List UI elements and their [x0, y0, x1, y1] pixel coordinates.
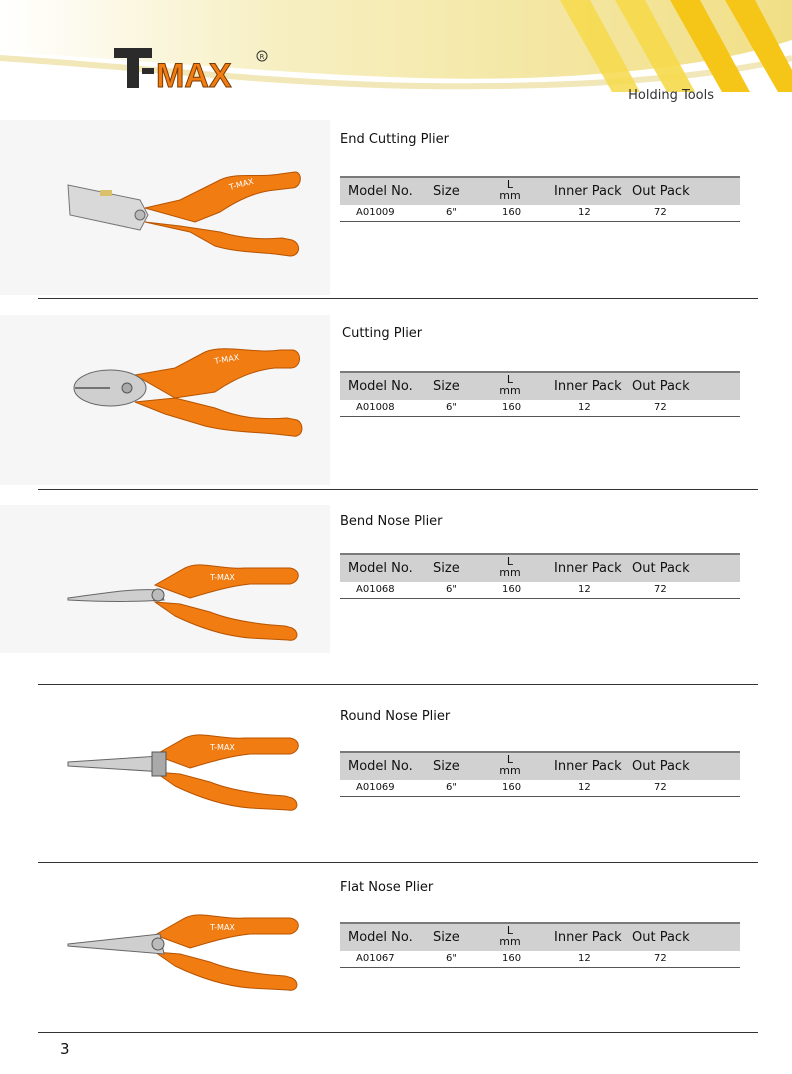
cell-size: 6": [446, 584, 457, 595]
svg-text:T-MAX: T-MAX: [210, 573, 235, 582]
header-inner-pack: Inner Pack: [554, 759, 622, 774]
cell-length: 160: [502, 584, 522, 595]
header-inner-pack: Inner Pack: [554, 561, 622, 576]
section-divider: [38, 298, 758, 299]
cell-inner: 12: [578, 584, 591, 595]
cell-inner: 12: [578, 207, 591, 218]
spec-table: [340, 922, 740, 968]
header-size: Size: [433, 759, 460, 774]
cell-length: 160: [502, 402, 522, 413]
header-inner-pack: Inner Pack: [554, 930, 622, 945]
svg-text:T-MAX: T-MAX: [213, 352, 240, 366]
header-model: Model No.: [348, 930, 413, 945]
cell-out: 72: [654, 584, 667, 595]
header-model: Model No.: [348, 184, 413, 199]
table-row: [340, 582, 740, 599]
svg-text:T-MAX: T-MAX: [210, 743, 235, 752]
spec-table: [340, 371, 740, 417]
header-size: Size: [433, 184, 460, 199]
header-size: Size: [433, 379, 460, 394]
table-header-row: [340, 553, 740, 582]
table-header-row: [340, 922, 740, 951]
cell-model: A01068: [356, 584, 395, 595]
svg-text:T-MAX: T-MAX: [210, 923, 235, 932]
header-model: Model No.: [348, 379, 413, 394]
cell-size: 6": [446, 953, 457, 964]
svg-text:T-MAX: T-MAX: [228, 176, 255, 192]
cell-size: 6": [446, 782, 457, 793]
page-number: 3: [60, 1040, 70, 1058]
spec-table: [340, 176, 740, 222]
flat-nose-plier-icon: [60, 900, 320, 1020]
header-out-pack: Out Pack: [632, 930, 690, 945]
header-out-pack: Out Pack: [632, 759, 690, 774]
header-length: L mm: [499, 178, 521, 202]
cell-model: A01069: [356, 782, 395, 793]
table-row: [340, 205, 740, 222]
cell-out: 72: [654, 207, 667, 218]
brand-logo: [112, 44, 272, 96]
table-row: [340, 951, 740, 968]
product-title: Bend Nose Plier: [340, 514, 443, 529]
header-inner-pack: Inner Pack: [554, 379, 622, 394]
product-title: End Cutting Plier: [340, 132, 449, 147]
cell-model: A01008: [356, 402, 395, 413]
cell-length: 160: [502, 782, 522, 793]
cell-out: 72: [654, 953, 667, 964]
header-out-pack: Out Pack: [632, 184, 690, 199]
cell-length: 160: [502, 207, 522, 218]
product-title: Flat Nose Plier: [340, 880, 434, 895]
spec-table: [340, 553, 740, 599]
section-divider: [38, 1032, 758, 1033]
round-nose-plier-icon: [60, 720, 320, 840]
table-header-row: [340, 371, 740, 400]
cell-size: 6": [446, 207, 457, 218]
cell-model: A01067: [356, 953, 395, 964]
cell-inner: 12: [578, 953, 591, 964]
header-model: Model No.: [348, 759, 413, 774]
section-divider: [38, 489, 758, 490]
cell-inner: 12: [578, 402, 591, 413]
table-header-row: [340, 176, 740, 205]
section-divider: [38, 684, 758, 685]
cell-length: 160: [502, 953, 522, 964]
header-length: L mm: [499, 753, 521, 777]
cell-out: 72: [654, 782, 667, 793]
header-out-pack: Out Pack: [632, 561, 690, 576]
product-title: Round Nose Plier: [340, 709, 451, 724]
section-category: Holding Tools: [628, 88, 714, 103]
cell-size: 6": [446, 402, 457, 413]
header-out-pack: Out Pack: [632, 379, 690, 394]
header-size: Size: [433, 561, 460, 576]
section-divider: [38, 862, 758, 863]
table-row: [340, 780, 740, 797]
cell-model: A01009: [356, 207, 395, 218]
product-title: Cutting Plier: [342, 326, 423, 341]
table-row: [340, 400, 740, 417]
header-length: L mm: [499, 555, 521, 579]
spec-table: [340, 751, 740, 797]
cell-inner: 12: [578, 782, 591, 793]
header-length: L mm: [499, 924, 521, 948]
end-cutting-plier-icon: [65, 340, 325, 460]
svg-text:MAX: MAX: [156, 57, 232, 95]
wire-stripper-plier-icon: [60, 160, 320, 280]
bent-nose-plier-icon: [60, 540, 320, 660]
svg-text:R: R: [259, 53, 265, 61]
cell-out: 72: [654, 402, 667, 413]
header-model: Model No.: [348, 561, 413, 576]
header-size: Size: [433, 930, 460, 945]
table-header-row: [340, 751, 740, 780]
header-inner-pack: Inner Pack: [554, 184, 622, 199]
header-length: L mm: [499, 373, 521, 397]
